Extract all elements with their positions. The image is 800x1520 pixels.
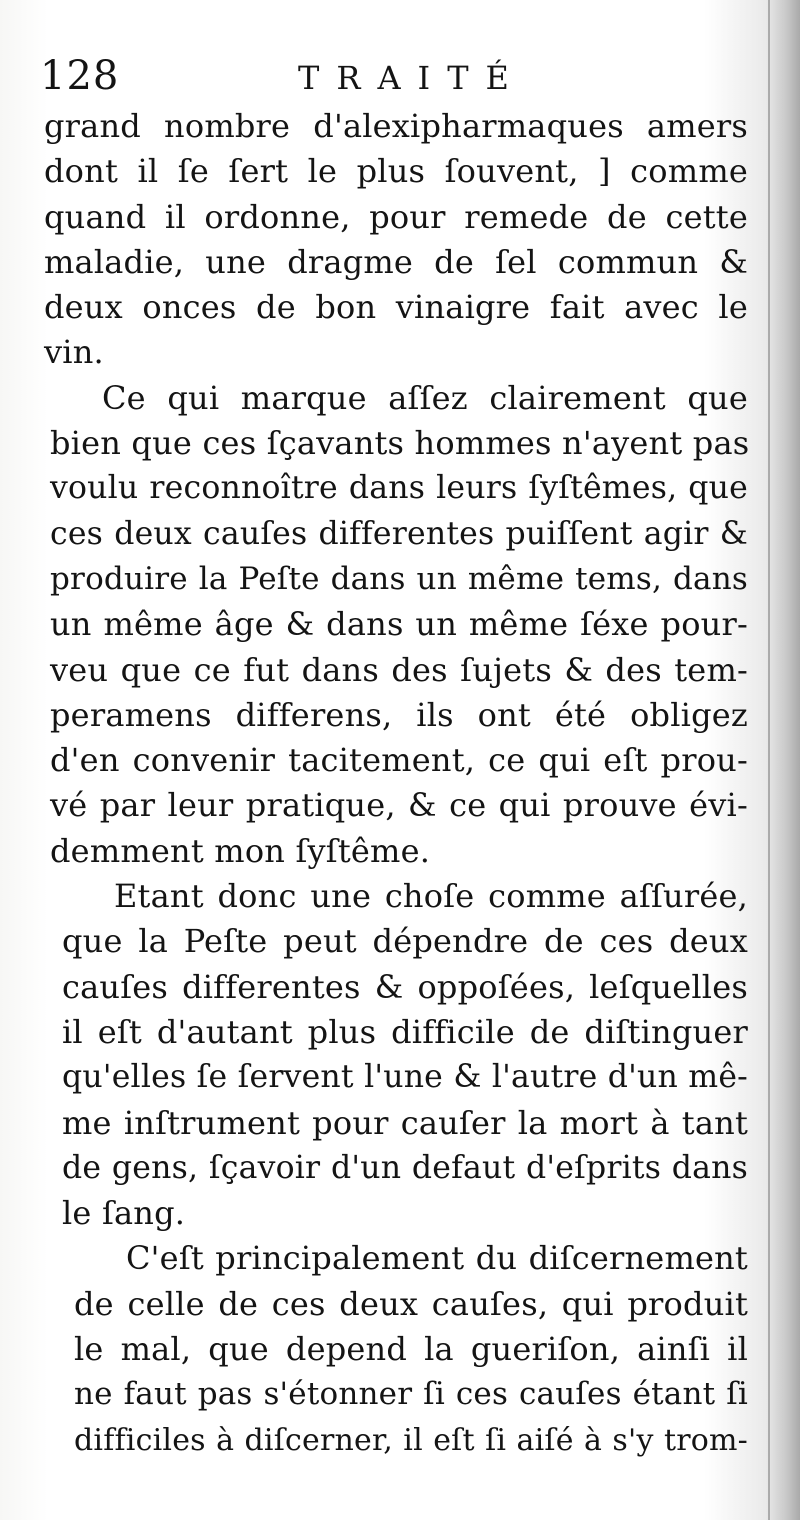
text-line: maladie, une dragme de ſel commun &	[44, 242, 748, 281]
running-title: TRAITÉ	[298, 59, 526, 97]
text-line: peramens differens, ils ont été obligez	[50, 695, 748, 734]
running-header	[40, 52, 760, 100]
text-line: C'eſt principalement du diſcernement	[126, 1239, 748, 1278]
paragraph-4	[44, 1236, 748, 1462]
text-line: d'en convenir tacitement, ce qui eſt prou-	[50, 741, 748, 780]
text-line: me inſtrument pour cauſer la mort à tant	[62, 1103, 748, 1142]
text-line: Etant donc une choſe comme aſſurée,	[114, 877, 748, 916]
text-line: deux onces de bon vinaigre fait avec le	[44, 288, 748, 327]
text-line: voulu reconnoître dans leurs ſyſtêmes, que	[50, 470, 748, 507]
text-line: veu que ce fut dans des ſujets & des tem-	[50, 650, 748, 689]
text-line: produire la Peſte dans un même tems, dans	[50, 560, 748, 597]
text-line: le mal, que depend la gueriſon, ainſi il	[74, 1330, 748, 1369]
text-line: ces deux cauſes differentes puiſſent agir &	[50, 515, 748, 552]
text-line: difficiles à diſcerner, il eſt ſi aiſé à s'y trom-	[74, 1422, 748, 1458]
text-line: que la Peſte peut dépendre de ces deux	[62, 922, 748, 961]
text-line: demment mon ſyſtême.	[50, 831, 431, 870]
page-edge-line	[768, 0, 770, 1520]
paragraph-1	[44, 104, 748, 376]
text-line: de celle de ces deux cauſes, qui produit	[74, 1284, 748, 1323]
text-line: vin.	[44, 333, 104, 372]
text-line: dont il ſe ſert le plus ſouvent, ] comme	[44, 152, 748, 191]
paragraph-3	[44, 874, 748, 1236]
page-number: 128	[40, 53, 120, 99]
body-text	[44, 104, 748, 1463]
text-line: grand nombre d'alexipharmaques amers	[44, 107, 748, 145]
text-line: cauſes differentes & oppoſées, leſquelles	[62, 967, 748, 1006]
text-line: il eſt d'autant plus difficile de diſtinguer	[62, 1012, 748, 1051]
text-line: bien que ces ſçavants hommes n'ayent pas	[50, 424, 750, 463]
text-line: le ſang.	[62, 1194, 186, 1233]
text-line: quand il ordonne, pour remede de cette	[44, 197, 748, 236]
text-line: de gens, ſçavoir d'un defaut d'eſprits dans	[62, 1149, 748, 1186]
text-line: ne faut pas s'étonner ſi ces cauſes étant ſi	[74, 1376, 748, 1413]
text-line: qu'elles ſe ſervent l'une & l'autre d'un mê-	[62, 1059, 748, 1096]
text-line: vé par leur pratique, & ce qui prouve évi-	[50, 786, 748, 825]
paragraph-2	[44, 376, 748, 874]
text-line: un même âge & dans un même ſéxe pour-	[50, 605, 748, 644]
text-line: Ce qui marque aſſez clairement que	[102, 378, 748, 417]
page-edge-shadow	[766, 0, 800, 1520]
